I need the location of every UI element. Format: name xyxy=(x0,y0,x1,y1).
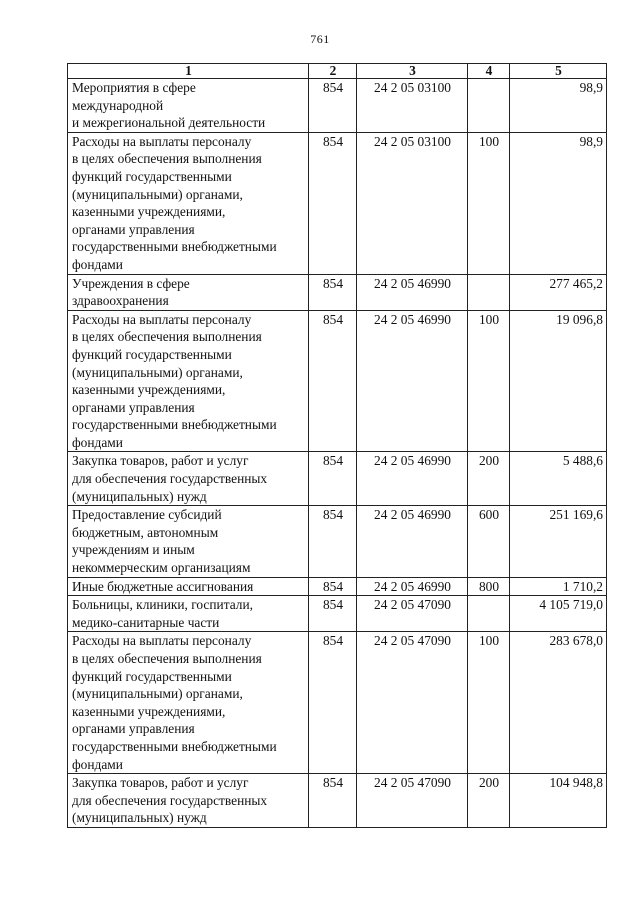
row-amount-cell: 104 948,8 xyxy=(510,774,607,828)
header-col-3: 3 xyxy=(357,64,468,79)
table-row xyxy=(68,632,607,774)
row-target-article-cell: 24 2 05 46990 xyxy=(357,506,468,577)
row-target-article-cell: 24 2 05 46990 xyxy=(357,310,468,452)
row-grbs-code-cell: 854 xyxy=(309,274,357,310)
row-name-cell: Расходы на выплаты персоналу в целях обеспечения выполнения функций государственными (муниципальными) органами, казенными учреждениями, органами управления государственными внебюджетными фондами xyxy=(68,132,309,274)
row-target-article-cell: 24 2 05 47090 xyxy=(357,774,468,828)
table-row xyxy=(68,132,607,274)
table-row xyxy=(68,506,607,577)
row-amount-cell: 283 678,0 xyxy=(510,632,607,774)
row-amount-cell: 251 169,6 xyxy=(510,506,607,577)
row-expense-type-cell: 800 xyxy=(468,577,510,596)
row-grbs-code-cell: 854 xyxy=(309,596,357,632)
table-row xyxy=(68,452,607,506)
row-target-article-cell: 24 2 05 47090 xyxy=(357,596,468,632)
row-amount-cell: 19 096,8 xyxy=(510,310,607,452)
row-expense-type-cell: 100 xyxy=(468,632,510,774)
row-amount-cell: 277 465,2 xyxy=(510,274,607,310)
row-name-cell: Закупка товаров, работ и услуг для обеспечения государственных (муниципальных) нужд xyxy=(68,774,309,828)
row-amount-cell: 98,9 xyxy=(510,132,607,274)
header-col-1: 1 xyxy=(68,64,309,79)
page-number: 761 xyxy=(310,32,330,46)
row-target-article-cell: 24 2 05 03100 xyxy=(357,132,468,274)
row-expense-type-cell xyxy=(468,596,510,632)
table-row xyxy=(68,310,607,452)
row-target-article-cell: 24 2 05 46990 xyxy=(357,452,468,506)
header-col-4: 4 xyxy=(468,64,510,79)
row-grbs-code-cell: 854 xyxy=(309,506,357,577)
header-col-2: 2 xyxy=(309,64,357,79)
row-grbs-code-cell: 854 xyxy=(309,577,357,596)
row-expense-type-cell xyxy=(468,79,510,133)
row-grbs-code-cell: 854 xyxy=(309,79,357,133)
row-expense-type-cell: 100 xyxy=(468,310,510,452)
row-target-article-cell: 24 2 05 03100 xyxy=(357,79,468,133)
row-amount-cell: 4 105 719,0 xyxy=(510,596,607,632)
row-target-article-cell: 24 2 05 46990 xyxy=(357,274,468,310)
row-amount-cell: 98,9 xyxy=(510,79,607,133)
table-row xyxy=(68,274,607,310)
row-name-cell: Мероприятия в сфере международной и межрегиональной деятельности xyxy=(68,79,309,133)
table-row xyxy=(68,79,607,133)
header-col-5: 5 xyxy=(510,64,607,79)
table-header-row xyxy=(68,64,607,79)
row-name-cell: Расходы на выплаты персоналу в целях обеспечения выполнения функций государственными (муниципальными) органами, казенными учреждениями, органами управления государственными внебюджетными фондами xyxy=(68,310,309,452)
row-expense-type-cell: 200 xyxy=(468,452,510,506)
row-grbs-code-cell: 854 xyxy=(309,452,357,506)
row-target-article-cell: 24 2 05 47090 xyxy=(357,632,468,774)
row-grbs-code-cell: 854 xyxy=(309,632,357,774)
row-expense-type-cell: 600 xyxy=(468,506,510,577)
row-name-cell: Предоставление субсидий бюджетным, автономным учреждениям и иным некоммерческим организациям xyxy=(68,506,309,577)
row-grbs-code-cell: 854 xyxy=(309,132,357,274)
row-expense-type-cell: 200 xyxy=(468,774,510,828)
table-body xyxy=(68,79,607,828)
table-row xyxy=(68,596,607,632)
budget-table xyxy=(67,63,607,828)
table-row xyxy=(68,774,607,828)
row-target-article-cell: 24 2 05 46990 xyxy=(357,577,468,596)
row-name-cell: Расходы на выплаты персоналу в целях обеспечения выполнения функций государственными (муниципальными) органами, казенными учреждениями, органами управления государственными внебюджетными фондами xyxy=(68,632,309,774)
row-name-cell: Закупка товаров, работ и услуг для обеспечения государственных (муниципальных) нужд xyxy=(68,452,309,506)
row-grbs-code-cell: 854 xyxy=(309,310,357,452)
row-amount-cell: 5 488,6 xyxy=(510,452,607,506)
row-name-cell: Учреждения в сфере здравоохранения xyxy=(68,274,309,310)
row-expense-type-cell: 100 xyxy=(468,132,510,274)
table-row xyxy=(68,577,607,596)
row-name-cell: Иные бюджетные ассигнования xyxy=(68,577,309,596)
row-expense-type-cell xyxy=(468,274,510,310)
row-name-cell: Больницы, клиники, госпитали, медико-санитарные части xyxy=(68,596,309,632)
row-amount-cell: 1 710,2 xyxy=(510,577,607,596)
row-grbs-code-cell: 854 xyxy=(309,774,357,828)
